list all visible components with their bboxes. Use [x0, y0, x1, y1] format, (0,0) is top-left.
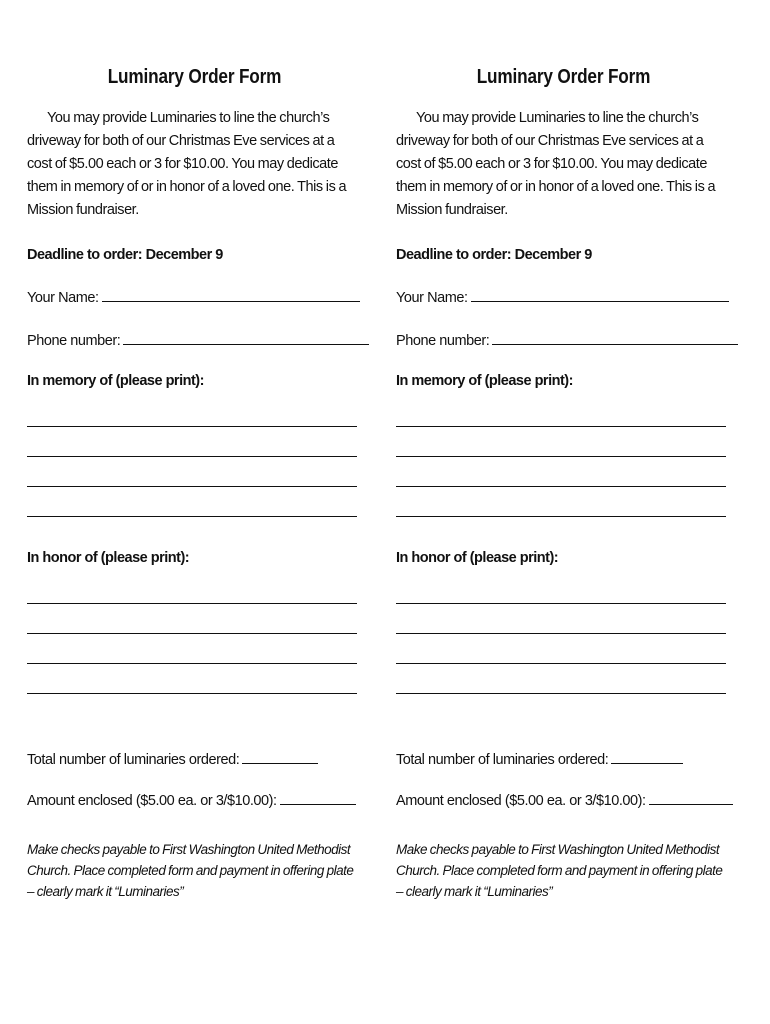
memory-line[interactable]	[27, 427, 357, 457]
intro-text: You may provide Luminaries to line the church’s driveway for both of our Christmas Eve services at a cost of $5.00 each or 3 for $10.00. You may dedicate them in memory of or in honor of a loved one. This is a Mission fundraiser.	[396, 110, 716, 218]
honor-line[interactable]	[396, 634, 726, 664]
form-title: Luminary Order Form	[476, 66, 651, 88]
name-blank[interactable]	[471, 287, 729, 302]
amount-field	[27, 790, 362, 809]
total-label: Total number of luminaries ordered:	[27, 752, 240, 768]
phone-field	[27, 330, 362, 349]
memory-lines	[396, 397, 731, 517]
memory-heading: In memory of (please print):	[27, 373, 204, 389]
phone-blank[interactable]	[492, 330, 738, 345]
honor-lines	[396, 574, 731, 694]
order-form-left	[27, 60, 362, 902]
name-label: Your Name:	[27, 290, 99, 306]
memory-line[interactable]	[27, 397, 357, 427]
amount-label: Amount enclosed ($5.00 ea. or 3/$10.00):	[396, 793, 646, 809]
phone-field	[396, 330, 731, 349]
honor-line[interactable]	[27, 664, 357, 694]
total-blank[interactable]	[242, 749, 318, 764]
name-field	[396, 287, 731, 306]
amount-blank[interactable]	[649, 790, 733, 805]
instructions-text: Make checks payable to First Washington United Methodist Church. Place completed form and payment in offering plate – clearly mark it “Luminaries”	[396, 842, 723, 899]
instructions-text: Make checks payable to First Washington United Methodist Church. Place completed form and payment in offering plate – clearly mark it “Luminaries”	[27, 842, 354, 899]
honor-line[interactable]	[27, 634, 357, 664]
total-field	[27, 749, 362, 768]
honor-line[interactable]	[396, 664, 726, 694]
amount-field	[396, 790, 731, 809]
honor-lines	[27, 574, 362, 694]
intro-paragraph	[27, 107, 362, 222]
honor-line[interactable]	[396, 574, 726, 604]
phone-label: Phone number:	[27, 333, 121, 349]
total-label: Total number of luminaries ordered:	[396, 752, 609, 768]
intro-paragraph	[396, 107, 731, 222]
honor-line[interactable]	[27, 574, 357, 604]
memory-line[interactable]	[27, 457, 357, 487]
total-field	[396, 749, 731, 768]
name-field	[27, 287, 362, 306]
memory-line[interactable]	[396, 457, 726, 487]
memory-heading: In memory of (please print):	[396, 373, 573, 389]
memory-line[interactable]	[396, 397, 726, 427]
amount-label: Amount enclosed ($5.00 ea. or 3/$10.00):	[27, 793, 277, 809]
honor-line[interactable]	[396, 604, 726, 634]
name-blank[interactable]	[102, 287, 360, 302]
memory-line[interactable]	[396, 427, 726, 457]
deadline-text: Deadline to order: December 9	[27, 247, 223, 263]
phone-label: Phone number:	[396, 333, 490, 349]
memory-line[interactable]	[27, 487, 357, 517]
phone-blank[interactable]	[123, 330, 369, 345]
form-title: Luminary Order Form	[107, 66, 282, 88]
memory-lines	[27, 397, 362, 517]
deadline-text: Deadline to order: December 9	[396, 247, 592, 263]
memory-line[interactable]	[396, 487, 726, 517]
intro-text: You may provide Luminaries to line the church’s driveway for both of our Christmas Eve services at a cost of $5.00 each or 3 for $10.00. You may dedicate them in memory of or in honor of a loved one. This is a Mission fundraiser.	[27, 110, 347, 218]
honor-line[interactable]	[27, 604, 357, 634]
honor-heading: In honor of (please print):	[27, 550, 190, 566]
name-label: Your Name:	[396, 290, 468, 306]
order-form-right	[396, 60, 731, 902]
total-blank[interactable]	[611, 749, 683, 764]
amount-blank[interactable]	[280, 790, 356, 805]
honor-heading: In honor of (please print):	[396, 550, 559, 566]
